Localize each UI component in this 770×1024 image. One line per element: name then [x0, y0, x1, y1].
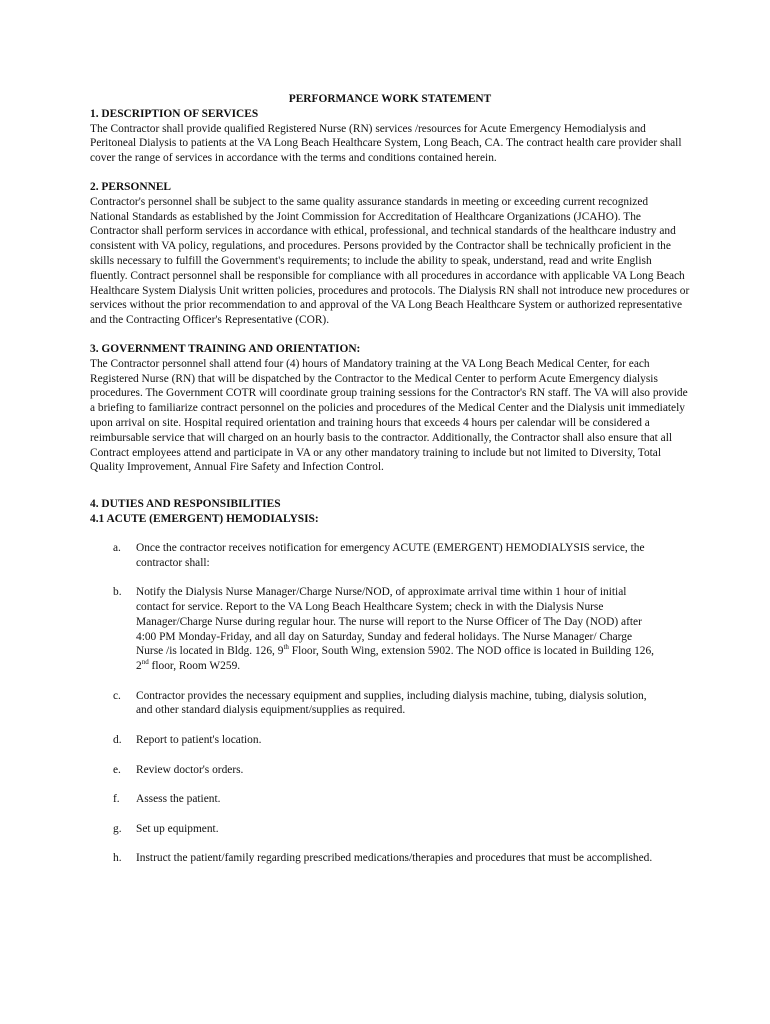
list-item-text: Once the contractor receives notification for emergency ACUTE (EMERGENT) HEMODIALYSIS service, the contractor shall:	[136, 541, 645, 569]
list-item	[90, 763, 690, 778]
section-3-body: The Contractor personnel shall attend four (4) hours of Mandatory training at the VA Long Beach Medical Center, for each Registered Nurse (RN) that will be dispatched by the Contractor to the Medical Center to perform Acute Emergency dialysis procedures. The Government COTR will coordinate group training sessions for the Contractor's RN staff. The VA will also provide a briefing to familiarize contract personnel on the policies and procedures of the Medical Center and the Dialysis unit immediately upon arrival on site. Hospital required orientation and training hours that exceeds 4 hours per calendar will be considered a reimbursable service that will charged on an hourly basis to the contractor. Additionally, the Contractor shall also ensure that all Contract employees attend and participate in VA or any other mandatory training to include but not limited to Diversity, Total Quality Improvement, Annual Fire Safety and Infection Control.	[90, 357, 688, 474]
list-item-text: Set up equipment.	[136, 822, 219, 835]
list-item-text: Report to patient's location.	[136, 734, 262, 747]
list-item-text: Contractor provides the necessary equipment and supplies, including dialysis machine, tubing, dialysis solution, and other standard dialysis equipment/supplies as required.	[136, 689, 647, 717]
list-item	[90, 733, 690, 748]
section-3-heading: 3. GOVERNMENT TRAINING AND ORIENTATION:	[90, 342, 361, 355]
list-marker: b.	[113, 586, 122, 599]
list-item	[90, 792, 690, 807]
list-marker: c.	[113, 689, 121, 702]
section-1-body: The Contractor shall provide qualified Registered Nurse (RN) services /resources for Acute Emergency Hemodialysis and Peritoneal Dialysis to patients at the VA Long Beach Healthcare System, Long Beach, CA. The contract health care provider shall cover the range of services in accordance with the terms and conditions contained herein.	[90, 122, 682, 165]
list-item-text: Review doctor's orders.	[136, 763, 244, 776]
list-marker: h.	[113, 852, 122, 865]
list-item	[90, 822, 690, 837]
list-item-text: Assess the patient.	[136, 793, 221, 806]
section-4-1-heading: 4.1 ACUTE (EMERGENT) HEMODIALYSIS:	[90, 512, 319, 525]
list-item	[90, 851, 690, 866]
list-marker: e.	[113, 763, 121, 776]
list-item	[90, 689, 690, 719]
document-body	[90, 92, 690, 881]
list-item	[90, 585, 690, 674]
section-1-heading: 1. DESCRIPTION OF SERVICES	[90, 107, 259, 120]
section-2-heading: 2. PERSONNEL	[90, 180, 172, 193]
duties-list	[90, 541, 690, 867]
list-marker: g.	[113, 822, 122, 835]
list-marker: f.	[113, 793, 120, 806]
section-2-body: Contractor's personnel shall be subject to the same quality assurance standards in meeting or exceeding current recognized National Standards as established by the Joint Commission for Accreditation of Healthcare Organizations (JCAHO). The Contractor shall perform services in accordance with ethical, professional, and technical standards of the healthcare industry and consistent with VA policy, regulations, and procedures. Persons provided by the Contractor shall be technically proficient in the skills necessary to fulfill the Government's requirements; to include the ability to speak, understand, read and write English fluently. Contract personnel shall be responsible for compliance with all procedures in accordance with applicable VA Long Beach Healthcare System Dialysis Unit written policies, procedures and protocols. The Dialysis RN shall not introduce new procedures or services without the prior recommendation to and approval of the VA Long Beach Healthcare System or authorized representative and the Contracting Officer's Representative (COR).	[90, 195, 690, 327]
list-item-text: Instruct the patient/family regarding prescribed medications/therapies and procedures that must be accomplished.	[136, 852, 653, 865]
document-title: PERFORMANCE WORK STATEMENT	[288, 93, 492, 105]
list-marker: d.	[113, 734, 122, 747]
list-item-text: Notify the Dialysis Nurse Manager/Charge Nurse/NOD, of approximate arrival time within 1 hour of initial contact for service. Report to the VA Long Beach Healthcare System; check in with the Dialysis Nurse Manager/Charge Nurse during regular hour. The nurse will report to the Nurse Officer of The Day (NOD) after 4:00 PM Monday-Friday, and all day on Saturday, Sunday and federal holidays. The Nurse Manager/ Charge Nurse /is located in Bldg. 126, 9th Floor, South Wing, extension 5902. The NOD office is located in Building 126, 2nd floor, Room W259.	[136, 586, 655, 673]
list-marker: a.	[113, 541, 121, 554]
section-4-heading: 4. DUTIES AND RESPONSIBILITIES	[90, 498, 281, 511]
list-item	[90, 541, 690, 571]
